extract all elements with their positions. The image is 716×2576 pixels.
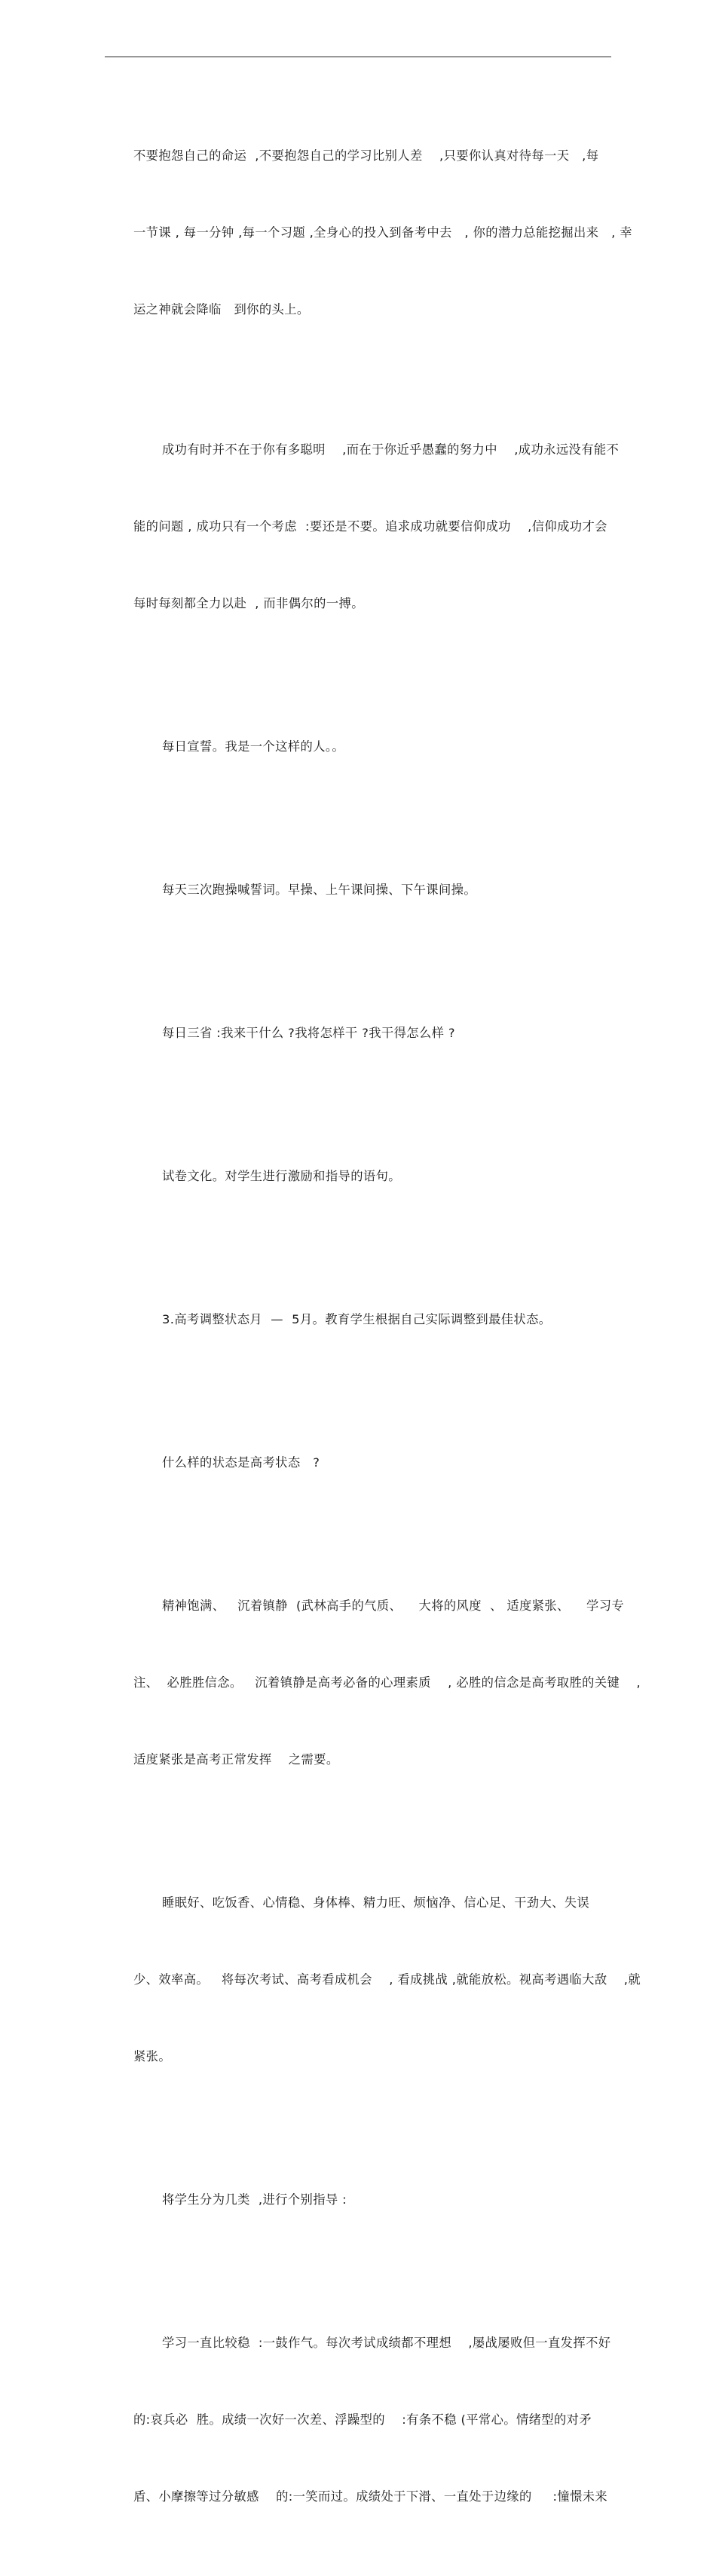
paragraph-3: [105, 683, 617, 811]
text-line: 能的问题 , 成功只有一个考虑 :要还是不要。追求成功就要信仰成功 ,信仰成功才会: [133, 519, 607, 534]
text-line: 每日宣誓。我是一个这样的人。。: [162, 739, 345, 754]
text-line: 每天三次跑操喊誓词。早操、上午课间操、下午课间操。: [162, 883, 477, 897]
paragraph-9: [105, 1542, 641, 1824]
text-line: 试卷文化。对学生进行激励和指导的语句。: [162, 1169, 401, 1183]
paragraph-6: [105, 1112, 617, 1241]
text-line: 一节课 , 每一分钟 ,每一个习题 ,全身心的投入到备考中去 , 你的潜力总能挖掘出来 , 幸: [133, 225, 632, 240]
text-line: 什么样的状态是高考状态 ?: [162, 1455, 320, 1470]
text-line: 的:哀兵必 胜。成绩一次好一次差、浮躁型的 :有条不稳 (平常心。情绪型的对矛: [133, 2412, 592, 2427]
text-line: 适度紧张是高考正常发挥 之需要。: [133, 1752, 339, 1767]
text-line: 不要抱怨自己的命运 ,不要抱怨自己的学习比别人差 ,只要你认真对待每一天 ,每: [133, 148, 599, 163]
text-line: 精神饱满、 沉着镇静 (武林高手的气质、 大将的风度 、 适度紧张、 学习专: [162, 1599, 625, 1613]
text-line: 将学生分为几类 ,进行个别指导 :: [162, 2192, 347, 2207]
paragraph-7: [105, 1256, 617, 1384]
paragraph-12: [105, 2279, 617, 2561]
paragraph-2: [105, 386, 620, 668]
text-line: 睡眠好、吃饭香、心情稳、身体棒、精力旺、烦恼净、信心足、干劲大、失误: [162, 1895, 590, 1910]
text-line: 少、效率高。 将每次考试、高考看成机会 , 看成挑战 ,就能放松。视高考遇临大敌 ,就: [133, 1972, 641, 1987]
text-line: 运之神就会降临 到你的头上。: [133, 302, 310, 317]
paragraph-10: [105, 1839, 641, 2121]
paragraph-1: [105, 92, 632, 374]
text-line: 盾、小摩擦等过分敏感 的:一笑而过。成绩处于下滑、一直处于边缘的 :憧憬未来: [133, 2489, 608, 2504]
document-body: [105, 92, 641, 2576]
paragraph-8: [105, 1399, 617, 1527]
text-line: 学习一直比较稳 :一鼓作气。每次考试成绩都不理想 ,屡战屡败但一直发挥不好: [162, 2336, 611, 2350]
text-line: 每时每刻都全力以赴 , 而非偶尔的一搏。: [133, 596, 364, 610]
text-line: 注、 必胜胜信念。 沉着镇静是高考必备的心理素质 , 必胜的信念是高考取胜的关键 ,: [133, 1675, 641, 1690]
paragraph-5: [105, 969, 617, 1097]
text-line: 3.高考调整状态月 — 5月。教育学生根据自己实际调整到最佳状态。: [162, 1312, 552, 1326]
text-line: 成功有时并不在于你有多聪明 ,而在于你近乎愚蠢的努力中 ,成功永远没有能不: [162, 442, 620, 457]
paragraph-4: [105, 826, 617, 954]
text-line: 每日三省 :我来干什么 ?我将怎样干 ?我干得怎么样 ?: [162, 1026, 455, 1040]
text-line: 紧张。: [133, 2049, 172, 2064]
paragraph-11: [105, 2136, 617, 2264]
